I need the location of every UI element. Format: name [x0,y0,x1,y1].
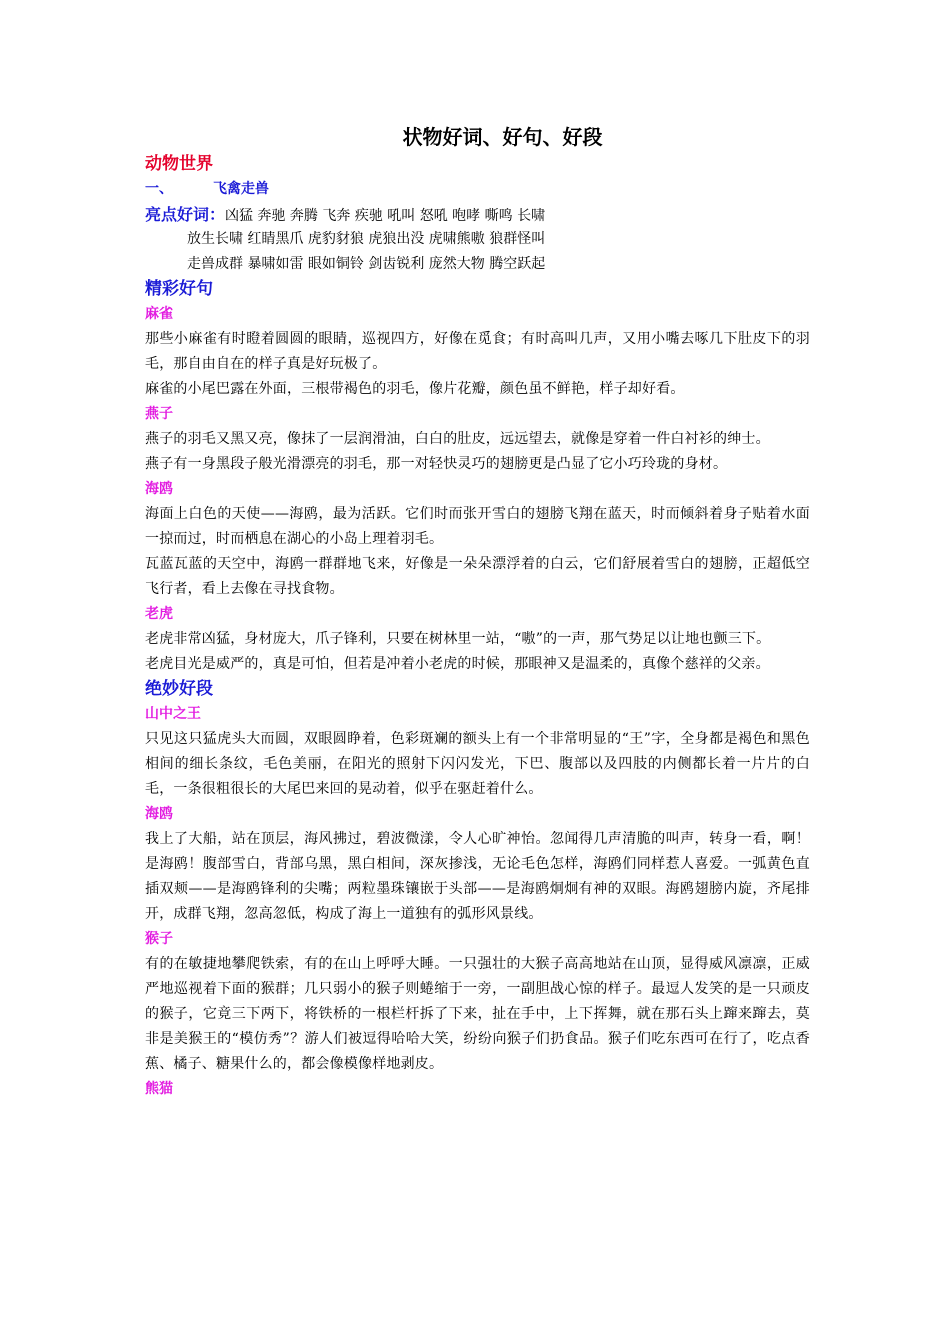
paragraph: 我上了大船，站在顶层，海风拂过，碧波微漾，令人心旷神怡。忽闻得几声清脆的叫声，转身一看，啊！是海鸥！腹部雪白，背部乌黑，黑白相间，深灰掺浅，无论毛色怎样，海鸥们同样惹人喜爱。一弧黄色直插双颊——是海鸥锋利的尖嘴；两粒墨珠镶嵌于头部——是海鸥炯炯有神的双眼。海鸥翅膀内旋，齐尾排开，成群飞翔，忽高忽低，构成了海上一道独有的弧形风景线。 [145,831,810,922]
good-words-row: 放生长啸 红睛黑爪 虎豹豺狼 虎狼出没 虎啸熊嗷 狼群怪叫 [187,231,546,247]
paragraph: 老虎非常凶猛，身材庞大，爪子锋利，只要在树林里一站，“嗷”的一声，那气势足以让地也颤三下。 [145,631,771,647]
paragraph: 那些小麻雀有时瞪着圆圆的眼睛，巡视四方，好像在觅食；有时高叫几声，又用小嘴去啄几下肚皮下的羽毛，那自由自在的样子真是好玩极了。 [145,331,810,372]
paragraph: 只见这只猛虎头大而圆，双眼圆睁着，色彩斑斓的额头上有一个非常明显的“王”字，全身都是褐色和黑色相间的细长条纹，毛色美丽，在阳光的照射下闪闪发光，下巴、腹部以及四肢的内侧都长着一片片的白毛，一条很粗很长的大尾巴来回的晃动着，似乎在驱赶着什么。 [145,731,810,797]
sub-heading-text: 飞禽走兽 [213,181,269,197]
good-words-row: 走兽成群 暴啸如雷 眼如铜铃 剑齿锐利 庞然大物 腾空跃起 [187,256,546,272]
paragraph: 海面上白色的天使——海鸥，最为活跃。它们时而张开雪白的翅膀飞翔在蓝天，时而倾斜着身子贴着水面一掠而过，时而栖息在湖心的小岛上理着羽毛。 [145,506,810,547]
paragraph: 燕子的羽毛又黑又亮，像抹了一层润滑油，白白的肚皮，远远望去，就像是穿着一件白衬衫的绅士。 [145,431,770,447]
good-words-row [145,202,810,227]
section-heading-passages: 绝妙好段 [145,679,213,699]
animal-heading: 麻雀 [145,306,173,322]
document-content [145,122,810,1102]
section-heading-sentences: 精彩好句 [145,279,213,299]
animal-heading: 猴子 [145,931,173,947]
good-words-label: 亮点好词： [145,205,226,224]
animal-heading: 海鸥 [145,806,173,822]
paragraph: 老虎目光是威严的，真是可怕，但若是冲着小老虎的时候，那眼神又是温柔的，真像个慈祥的父亲。 [145,656,770,672]
animal-heading: 老虎 [145,606,173,622]
good-words-text: 凶猛 奔驰 奔腾 飞奔 疾驰 吼叫 怒吼 咆哮 嘶鸣 长啸 [225,208,546,224]
page-title: 状物好词、好句、好段 [402,125,603,149]
animal-heading: 燕子 [145,406,173,422]
paragraph: 有的在敏捷地攀爬铁索，有的在山上呼呼大睡。一只强壮的大猴子高高地站在山顶，显得威风凛凛，正威严地巡视着下面的猴群；几只弱小的猴子则蜷缩于一旁，一副胆战心惊的样子。最逗人发笑的是一只顽皮的猴子，它竟三下两下，将铁桥的一根栏杆拆了下来，扯在手中，上下挥舞，就在那石头上蹿来蹿去，莫非是美猴王的“模仿秀”？游人们被逗得哈哈大笑，纷纷向猴子们扔食品。猴子们吃东西可在行了，吃点香蕉、橘子、糖果什么的，都会像模像样地剥皮。 [145,956,810,1072]
sub-heading-number: 一、 [145,181,173,197]
good-words-block [145,202,810,277]
section-heading-animal-world: 动物世界 [145,154,213,174]
animal-heading: 熊猫 [145,1081,173,1097]
animal-heading: 海鸥 [145,481,173,497]
sub-heading-birds-beasts [145,177,810,202]
paragraph: 燕子有一身黑段子般光滑漂亮的羽毛，那一对轻快灵巧的翅膀更是凸显了它小巧玲珑的身材。 [145,456,728,472]
animal-heading: 山中之王 [145,706,201,722]
paragraph: 瓦蓝瓦蓝的天空中，海鸥一群群地飞来，好像是一朵朵漂浮着的白云，它们舒展着雪白的翅膀，正超低空飞行者，看上去像在寻找食物。 [145,556,810,597]
paragraph: 麻雀的小尾巴露在外面，三根带褐色的羽毛，像片花瓣，颜色虽不鲜艳，样子却好看。 [145,381,685,397]
